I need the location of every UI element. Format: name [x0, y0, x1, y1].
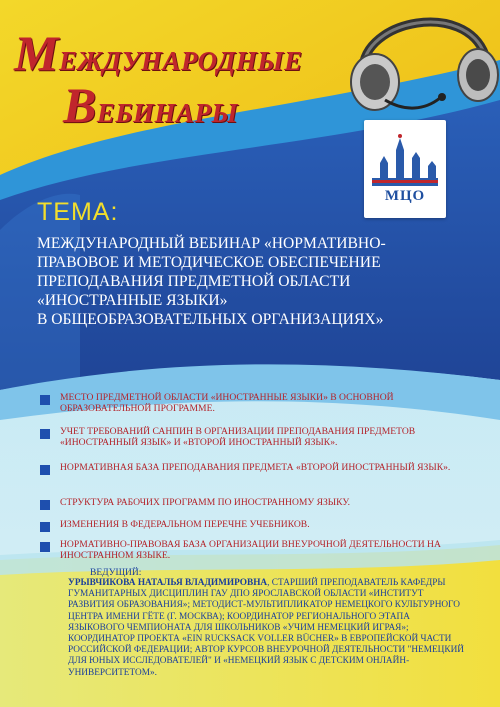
topic-line: ПРАВОВОЕ И МЕТОДИЧЕСКОЕ ОБЕСПЕЧЕНИЕ [37, 254, 381, 271]
topic-line: МЕЖДУНАРОДНЫЙ ВЕБИНАР «НОРМАТИВНО- [37, 235, 386, 252]
square-bullet-icon [40, 542, 50, 552]
square-bullet-icon [40, 465, 50, 475]
title-line-1-cap: М [14, 25, 59, 81]
topic-line: «ИНОСТРАННЫЕ ЯЗЫКИ» [37, 292, 228, 309]
leader-description: , СТАРШИЙ ПРЕПОДАВАТЕЛЬ КАФЕДРЫ ГУМАНИТАРНЫХ ДИСЦИПЛИН ГАУ ДПО ЯРОСЛАВСКОЙ ОБЛАСТИ «ИНСТИТУТ РАЗВИТИЯ ОБРАЗОВАНИЯ»; МЕТОДИСТ-МУЛЬТИПЛИКАТОР НЕМЕЦКОГО КУЛЬТУРНОГО ЦЕНТРА ИМЕНИ ГЁТЕ (Г. МОСКВА); КООРДИНАТОР РЕГИОНАЛЬНОГО ЭТАПА ЯЗЫКОВОГО ЧЕМПИОНАТА ДЛЯ ШКОЛЬНИКОВ «УЧИМ НЕМЕЦКИЙ ИГРАЯ»; КООРДИНАТОР ПРОЕКТА «EIN RUCKSACK VOLLER BÜCHER» В ЕВРОПЕЙСКОЙ ЧАСТИ РОССИЙСКОЙ ФЕДЕРАЦИИ; АВТОР КУРСОВ ВНЕУРОЧНОЙ ДЕЯТЕЛЬНОСТИ "НЕМЕЦКИЙ ДЛЯ ЮНЫХ ИССЛЕДОВАТЕЛЕЙ" И «НЕМЕЦКИЙ ЯЗЫК С ДЕТСКИМ ОНЛАЙН-УНИВЕРСИТЕТОМ». [68, 578, 465, 678]
square-bullet-icon [40, 500, 50, 510]
list-item-text: НОРМАТИВНО-ПРАВОВАЯ БАЗА ОРГАНИЗАЦИИ ВНЕУРОЧНОЙ ДЕЯТЕЛЬНОСТИ НА ИНОСТРАННОМ ЯЗЫКЕ. [60, 539, 441, 561]
topic-line: В ОБЩЕОБРАЗОВАТЕЛЬНЫХ ОРГАНИЗАЦИЯХ» [37, 311, 384, 328]
leaders-bio [68, 578, 468, 679]
list-item [40, 462, 480, 473]
topic-label: ТЕМА: [37, 198, 119, 226]
list-item-text: НОРМАТИВНАЯ БАЗА ПРЕПОДАВАНИЯ ПРЕДМЕТА «ВТОРОЙ ИНОСТРАННЫЙ ЯЗЫК». [60, 462, 451, 473]
mco-logo [364, 120, 446, 218]
list-item [40, 426, 480, 448]
title-line-1 [14, 24, 303, 82]
leader-name: УРЫВЧИКОВА НАТАЛЬЯ ВЛАДИМИРОВНА [68, 578, 268, 588]
list-item-text: УЧЕТ ТРЕБОВАНИЙ САНПИН В ОРГАНИЗАЦИИ ПРЕПОДАВАНИЯ ПРЕДМЕТОВ «ИНОСТРАННЫЙ ЯЗЫК» И «ВТОРОЙ ИНОСТРАННЫЙ ЯЗЫК». [60, 426, 416, 448]
list-item [40, 519, 480, 530]
title-line-2-cap: В [63, 77, 97, 133]
list-item [40, 539, 480, 561]
title-line-2-rest: ЕБИНАРЫ [96, 98, 239, 128]
title-line-2 [63, 76, 238, 134]
leaders-label: ВЕДУЩИЙ: [90, 568, 142, 578]
list-item-text: СТРУКТУРА РАБОЧИХ ПРОГРАММ ПО ИНОСТРАННОМУ ЯЗЫКУ. [60, 497, 351, 508]
square-bullet-icon [40, 429, 50, 439]
topic-line: ПРЕПОДАВАНИЯ ПРЕДМЕТНОЙ ОБЛАСТИ [37, 273, 351, 290]
title-line-1-rest: ЕЖДУНАРОДНЫЕ [58, 46, 303, 76]
list-item [40, 497, 480, 508]
list-item [40, 392, 480, 414]
square-bullet-icon [40, 522, 50, 532]
square-bullet-icon [40, 395, 50, 405]
list-item-text: МЕСТО ПРЕДМЕТНОЙ ОБЛАСТИ «ИНОСТРАННЫЕ ЯЗЫКИ» В ОСНОВНОЙ ОБРАЗОВАТЕЛЬНОЙ ПРОГРАММЕ. [60, 392, 394, 414]
list-item-text: ИЗМЕНЕНИЯ В ФЕДЕРАЛЬНОМ ПЕРЕЧНЕ УЧЕБНИКОВ. [60, 519, 310, 530]
logo-text: МЦО [384, 188, 426, 204]
kremlin-icon [370, 128, 440, 188]
topic-text [37, 234, 477, 329]
headset-image [345, 0, 500, 120]
